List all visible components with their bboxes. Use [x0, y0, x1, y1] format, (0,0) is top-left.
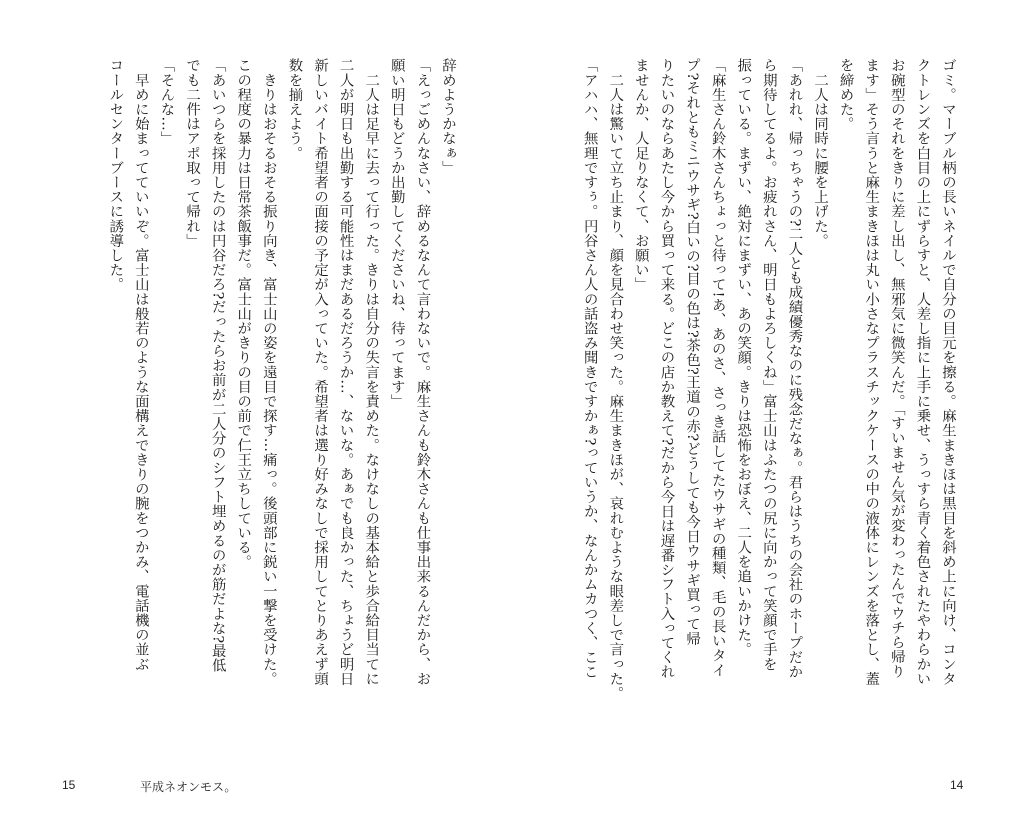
text-line: 「そんな…」: [158, 58, 175, 146]
text-line: コールセンターブースに誘導した。: [107, 58, 124, 292]
text-line: 二人が明日も出勤する可能性はまだあるだろうか…、ないな。あぁでも良かった、ちょうど明日: [337, 58, 354, 686]
text-line: ませんか、人足りなくて、お願い」: [632, 58, 649, 292]
text-line: 「アハハ、無理ですぅ。円谷さん人の話盗み聞きですかぁ?っていうか、なんかムカつく、ここ: [581, 58, 598, 680]
text-line: ゴミ。マーブル柄の長いネイルで自分の目元を擦る。麻生まきほは黒目を斜め上に向け、コンタ: [940, 58, 956, 686]
text-line: 数を揃えよう。: [286, 58, 303, 161]
text-line: 振っている。まずい、絶対にまずい、あの笑顔。きりは恐怖をおぼえ、二人を追いかけた。: [735, 58, 752, 657]
text-line: 辞めようかなぁ」: [440, 58, 456, 175]
text-line: きりはおそるおそる振り向き、富士山の姿を遠目で探す…痛っ。後頭部に鋭い一撃を受けた。: [260, 58, 277, 686]
text-line: でも二件はアポ取って帰れ」: [184, 58, 201, 248]
text-line: 「あいつらを採用したのは円谷だろ?だったらお前が二人分のシフト埋めるのが筋だよな?最低: [209, 58, 226, 673]
left-page-body: [60, 58, 460, 770]
text-line: 二人は足早に去って行った。きりは自分の失言を責めた。なけなしの基本給と歩合給目当てに: [363, 58, 380, 686]
text-line: 二人は驚いて立ち止まり、顔を見合わせ笑った。麻生まきほが、哀れむような眼差しで言った。: [607, 58, 624, 701]
text-line: プ?それともミニウサギ?白いの?目の色は?茶色?王道の赤?どうしても今日ウサギ買って帰: [684, 58, 701, 646]
text-line: この程度の暴力は日常茶飯事だ。富士山がきりの目の前で仁王立ちしている。: [235, 58, 252, 569]
text-line: ら期待してるよ。お疲れさん、明日もよろしくね」富士山はふたつの尻に向かって笑顔で手を: [760, 58, 777, 672]
text-line: 願い明日もどうか出勤してくださいね、待ってます」: [388, 58, 405, 409]
text-line: 「えっごめんなさい、辞めるなんて言わないで。麻生さんも鈴木さんも仕事出来るんだから、お: [414, 58, 431, 686]
text-line: を締めた。: [837, 58, 854, 131]
text-line: 新しいバイト希望者の面接の予定が入っていた。希望者は選り好みなしで採用してとりあえず頭: [312, 58, 329, 686]
text-line: 「あれれ、帰っちゃうの?二人とも成績優秀なのに残念だなぁ。君らはうちの会社のホープだか: [786, 58, 803, 680]
right-page-body: [580, 58, 960, 770]
right-page: [512, 0, 1024, 823]
running-title: 平成ネオンモス。: [140, 780, 237, 794]
page-number-left: 15: [62, 778, 76, 792]
text-line: お碗型のそれをきりに差し出し、無邪気に微笑んだ。「すいません気が変わったんでウチら帰り: [888, 58, 905, 679]
text-line: りたいのならあたし今から買って来る。どこの店か教えて?だから今日は遅番シフト入ってくれ: [658, 58, 675, 680]
text-line: ます」そう言うと麻生まきほは丸い小さなプラスチックケースの中の液体にレンズを落とし、蓋: [863, 58, 880, 686]
page-number-right: 14: [950, 778, 964, 792]
text-line: クトレンズを白目の上にずらすと、人差し指に上手に乗せ、うっすら青く着色されたやわらかい: [914, 58, 931, 686]
text-line: 「麻生さん鈴木さんちょっと待って!あ、あのさ、さっき話してたウサギの種類、毛の長いタイ: [709, 58, 726, 678]
text-line: 二人は同時に腰を上げた。: [812, 58, 829, 248]
text-line: 早めに始まってていいぞ。富士山は般若のような面構えできりの腕をつかみ、電話機の並ぶ: [132, 58, 149, 672]
